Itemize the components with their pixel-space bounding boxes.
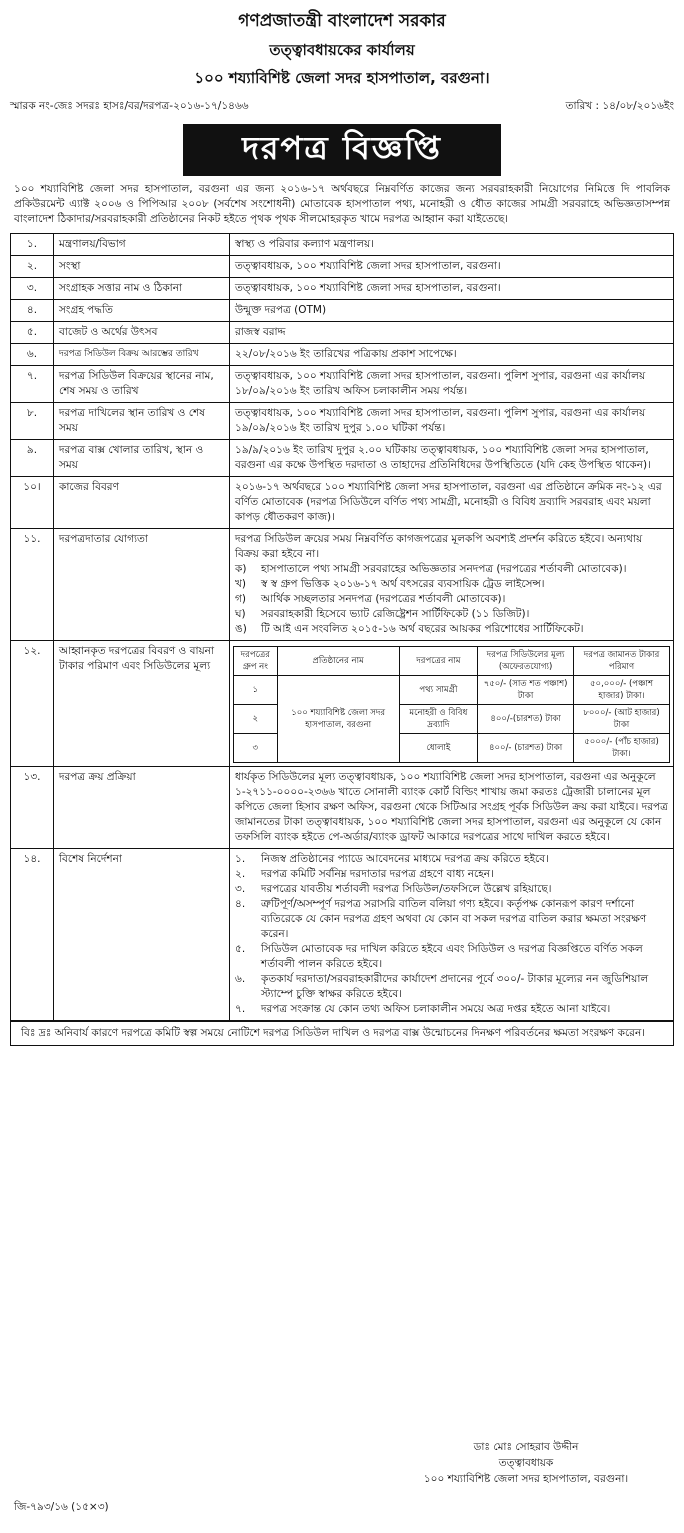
row-value: স্বাস্থ্য ও পরিবার কল্যাণ মন্ত্রণালয়। bbox=[230, 234, 674, 256]
row-label: দরপত্র দাখিলের স্থান তারিখ ও শেষ সময় bbox=[54, 403, 230, 440]
list-text: টি আই এন সংবলিত ২০১৫-১৬ অর্থ বছরের আয়কর পরিশোধের সার্টিফিকেট। bbox=[261, 623, 584, 635]
instruction-item bbox=[235, 1002, 668, 1017]
table-row bbox=[11, 767, 674, 849]
government-title: গণপ্রজাতন্ত্রী বাংলাদেশ সরকার bbox=[238, 11, 446, 31]
row-value bbox=[230, 641, 674, 767]
eligibility-item bbox=[235, 592, 668, 607]
row-number: ১৩. bbox=[11, 767, 54, 849]
row-number: ১৪. bbox=[11, 849, 54, 1021]
row-number: ৯. bbox=[11, 440, 54, 477]
group-price: ৭৫০/- (সাত শত পঞ্চাশ) টাকা bbox=[478, 676, 574, 705]
signature-block bbox=[396, 1439, 656, 1487]
row-number: ১২. bbox=[11, 641, 54, 767]
list-marker: ৪. bbox=[235, 898, 246, 910]
list-text: দরপত্র কমিটি সর্বনিম্ন দরদাতার দরপত্র গ্রহণে বাধ্য নহেন। bbox=[261, 868, 494, 880]
notice-date: তারিখ : ১৪/০৮/২০১৬ইং bbox=[565, 100, 674, 112]
signatory-title: তত্ত্বাবধায়ক bbox=[498, 1457, 554, 1469]
instruction-item bbox=[235, 942, 668, 972]
row-label: দরপত্র বাক্স খোলার তারিখ, স্থান ও সময় bbox=[54, 440, 230, 477]
group-no: ১ bbox=[234, 676, 278, 705]
row-label: মন্ত্রণালয়/বিভাগ bbox=[54, 234, 230, 256]
institution-name: ১০০ শয্যাবিশিষ্ট জেলা সদর হাসপাতাল, বরগুনা bbox=[277, 676, 399, 763]
eligibility-item bbox=[235, 562, 668, 577]
reference-line bbox=[6, 99, 678, 116]
table-row bbox=[11, 440, 674, 477]
table-row bbox=[11, 529, 674, 641]
list-text: নিজস্ব প্রতিষ্ঠানের প্যাডে আবেদনের মাধ্যমে দরপত্র ক্রয় করিতে হইবে। bbox=[261, 853, 549, 865]
list-text: ত্রুটিপূর্ণ/অসম্পূর্ণ দরপত্র সরাসরি বাতিল বলিয়া গণ্য হইবে। কর্তৃপক্ষ কোনরূপ কারণ দর্শানো ব্যতিরেকে যে কোন দরপত্র গ্রহণ অথবা যে কোন বা সকল দরপত্র বাতিল করার ক্ষমতা সংরক্ষণ করেন। bbox=[261, 898, 647, 940]
table-row bbox=[11, 344, 674, 366]
row-number: ১১. bbox=[11, 529, 54, 641]
list-text: সিডিউল মোতাবেক দর দাখিল করিতে হইবে এবং সিডিউল ও দরপত্র বিজ্ঞপ্তিতে বর্ণিত সকল শর্তাবলী পালন করিতে হইবে। bbox=[261, 943, 643, 970]
row-label: দরপত্র সিডিউল বিক্রয়ের স্থানের নাম, শেষ সময় ও তারিখ bbox=[54, 366, 230, 403]
eligibility-item bbox=[235, 607, 668, 622]
eligibility-list bbox=[235, 562, 668, 637]
list-marker: ঘ) bbox=[235, 608, 246, 620]
table-row bbox=[11, 256, 674, 278]
row-number: ৩. bbox=[11, 278, 54, 300]
row-number: ৮. bbox=[11, 403, 54, 440]
row-value: ২২/০৮/২০১৬ ইং তারিখের পত্রিকায় প্রকাশ সাপেক্ষে। bbox=[230, 344, 674, 366]
header-group-no: দরপত্রের গ্রুপ নং bbox=[234, 647, 278, 676]
instruction-item bbox=[235, 852, 668, 867]
signatory-office: ১০০ শয্যাবিশিষ্ট জেলা সদর হাসপাতাল, বরগুনা। bbox=[423, 1473, 629, 1485]
row-label: বিশেষ নির্দেশনা bbox=[54, 849, 230, 1021]
group-deposit: ৫০,০০০/- (পঞ্চাশ হাজার) টাকা। bbox=[574, 676, 670, 705]
row-value: তত্ত্বাবধায়ক, ১০০ শয্যাবিশিষ্ট জেলা সদর হাসপাতাল, বরগুনা। পুলিশ সুপার, বরগুনা এর কার্যালয় ১৮/০৯/২০১৬ ইং তারিখ অফিস চলাকালীন সময় পর্যন্ত। bbox=[230, 366, 674, 403]
row-value bbox=[230, 529, 674, 641]
table-row bbox=[11, 300, 674, 322]
row-number: ১. bbox=[11, 234, 54, 256]
table-row bbox=[11, 322, 674, 344]
table-row bbox=[11, 234, 674, 256]
hospital-title: ১০০ শয্যাবিশিষ্ট জেলা সদর হাসপাতাল, বরগুনা। bbox=[194, 69, 490, 87]
row-label: দরপত্রদাতার যোগ্যতা bbox=[54, 529, 230, 641]
instruction-item bbox=[235, 867, 668, 882]
list-text: দরপত্রের যাবতীয় শর্তাবলী দরপত্র সিডিউল/তফসিলে উল্লেখ রহিয়াছে। bbox=[261, 883, 552, 895]
row-value: রাজস্ব বরাদ্দ bbox=[230, 322, 674, 344]
group-no: ৩ bbox=[234, 734, 278, 763]
row-value: তত্ত্বাবধায়ক, ১০০ শয্যাবিশিষ্ট জেলা সদর হাসপাতাল, বরগুনা। পুলিশ সুপার, বরগুনা এর কার্যালয় ১৯/০৯/২০১৬ ইং তারিখ দুপুর ১.০০ ঘটিকা পর্যন্ত। bbox=[230, 403, 674, 440]
table-row bbox=[11, 278, 674, 300]
row-value: ১৯/৯/২০১৬ ইং তারিখ দুপুর ২.০০ ঘটিকায় তত্ত্বাবধায়ক, ১০০ শয্যাবিশিষ্ট জেলা সদর হাসপাতাল, বরগুনা এর কক্ষে উপস্থিত দরদাতা ও তাহাদের প্রতিনিধিদের উপস্থিতিতে (যদি কেহ উপস্থিত থাকেন)। bbox=[230, 440, 674, 477]
row-label: দরপত্র সিডিউল বিক্রয় আরম্ভের তারিখ bbox=[54, 344, 230, 366]
group-table-header bbox=[234, 647, 670, 676]
row-number: ২. bbox=[11, 256, 54, 278]
list-text: স্ব স্ব গ্রুপ ভিত্তিক ২০১৬-১৭ অর্থ বৎসরের ব্যবসায়িক ট্রেড লাইসেন্স। bbox=[261, 578, 545, 590]
row-label: কাজের বিবরণ bbox=[54, 477, 230, 529]
office-title: তত্ত্বাবধায়কের কার্যালয় bbox=[269, 41, 415, 59]
list-marker: ১. bbox=[235, 853, 246, 865]
table-row bbox=[11, 366, 674, 403]
list-text: হাসপাতালে পথ্য সামগ্রী সরবরাহের অভিজ্ঞতার সনদপত্র (দরপত্রের শর্তাবলী মোতাবেক)। bbox=[261, 563, 627, 575]
tender-details-body bbox=[11, 234, 674, 529]
group-price: ৪০০/- (চারশত) টাকা bbox=[478, 734, 574, 763]
instruction-item bbox=[235, 897, 668, 942]
list-text: কৃতকার্য দরদাতা/সরবরাহকারীদের কার্যাদেশ প্রদানের পূর্বে ৩০০/- টাকার মূল্যের নন জুডিশিয়াল স্ট্যাম্পে চুক্তি স্বাক্ষর করিতে হইবে। bbox=[261, 973, 649, 1000]
list-text: আর্থিক সচ্ছলতার সনদপত্র (দরপত্রের শর্তাবলী মোতাবেক)। bbox=[261, 593, 506, 605]
list-text: সরবরাহকারী হিসেবে ভ্যাট রেজিষ্ট্রেশন সার্টিফিকেট (১১ ডিজিট)। bbox=[261, 608, 530, 620]
row-number: ৪. bbox=[11, 300, 54, 322]
list-marker: ৭. bbox=[235, 1003, 246, 1015]
row-value: ২০১৬-১৭ অর্থবছরে ১০০ শয্যাবিশিষ্ট জেলা সদর হাসপাতাল, বরগুনা এর প্রতিষ্ঠানে ক্রমিক নং-১২ এর বর্ণিত মোতাবেক (দরপত্র সিডিউলে বর্ণিত পথ্য সামগ্রী, মনোহরী ও বিবিধ দ্রব্যাদি সরবরাহ এবং ময়লা কাপড় ধৌতকরণ কাজ)। bbox=[230, 477, 674, 529]
instruction-item bbox=[235, 972, 668, 1002]
group-name: ধোলাই bbox=[399, 734, 477, 763]
header-tender-name: দরপত্রের নাম bbox=[399, 647, 477, 676]
signatory-name: ডাঃ মোঃ সোহরাব উদ্দীন bbox=[473, 1441, 579, 1453]
row-label: বাজেট ও অর্থের উৎসব bbox=[54, 322, 230, 344]
group-price: ৪০০/-(চারশত) টাকা bbox=[478, 705, 574, 734]
list-text: দরপত্র সংক্রান্ত যে কোন তথ্য অফিস চলাকালীন সময়ে অত্র দপ্তর হইতে আনা যাইবে। bbox=[261, 1003, 611, 1015]
row-label: দরপত্র ক্রয় প্রক্রিয়া bbox=[54, 767, 230, 849]
row-number: ৬. bbox=[11, 344, 54, 366]
group-name: মনোহরী ও বিবিধ দ্রব্যাদি bbox=[399, 705, 477, 734]
row-label: সংস্থা bbox=[54, 256, 230, 278]
table-row bbox=[11, 403, 674, 440]
group-name: পথ্য সামগ্রী bbox=[399, 676, 477, 705]
tender-details-table bbox=[10, 233, 674, 1021]
header-schedule-price: দরপত্র সিডিউলের মূল্য (অফেরতযোগ্য) bbox=[478, 647, 574, 676]
row-value bbox=[230, 849, 674, 1021]
publication-code: জি-৭৯৩/১৬ (১৫×৩) bbox=[14, 1501, 109, 1513]
list-marker: ২. bbox=[235, 868, 246, 880]
list-marker: খ) bbox=[235, 578, 246, 590]
row-number: ১০। bbox=[11, 477, 54, 529]
table-row bbox=[11, 641, 674, 767]
intro-paragraph: ১০০ শয্যাবিশিষ্ট জেলা সদর হাসপাতাল, বরগুনা এর জন্য ২০১৬-১৭ অর্থবছরে নিম্নবর্ণিত কাজের জন্য সরবরাহকারী নিয়োগের নিমিত্তে দি পাবলিক প্রকিউরমেন্ট এ্যাক্ট ২০০৬ ও পিপিআর ২০০৮ (সর্বশেষ সংশোধনী) মোতাবেক হাসপাতাল পথ্য, মনোহরী ও ধৌত কাজের সামগ্রী সরবরাহে অভিজ্ঞতাসম্পন্ন বাংলাদেশ ঠিকাদার/সরবরাহকারী প্রতিষ্ঠানের নিকট হইতে পৃথক পৃথক সীলমোহরকৃত খামে দরপত্র আহ্বান করা যাইতেছে। bbox=[14, 183, 670, 225]
list-marker: ৫. bbox=[235, 943, 246, 955]
table-row bbox=[11, 849, 674, 1021]
group-no: ২ bbox=[234, 705, 278, 734]
group-table bbox=[233, 646, 670, 763]
list-marker: ৩. bbox=[235, 883, 246, 895]
eligibility-item bbox=[235, 622, 668, 637]
eligibility-item bbox=[235, 577, 668, 592]
row-value: ধার্যকৃত সিডিউলের মূল্য তত্ত্বাবধায়ক, ১০০ শয্যাবিশিষ্ট জেলা সদর হাসপাতাল, বরগুনা এর অনুকূলে ১-২৭১১-০০০০-২৩৬৬ খাতে সোনালী ব্যাংক কোর্ট বিল্ডিং শাখায় জমা করতঃ ট্রেজারী চালানের মূল কপিতে জেলা হিসাব রক্ষণ অফিস, বরগুনা থেকে সিটিআর সংগ্রহ পূর্বক সিডিউল ক্রয় করা যাইবে। দরপত্র জামানতের টাকা তত্ত্বাবধায়ক, ১০০ শয্যাবিশিষ্ট জেলা সদর হাসপাতাল, বরগুনা এর অনুকূলে যে কোন তফসিলি ব্যাংক হইতে পে-অর্ডার/ব্যাংক ড্রাফট আকারে দরপত্রের সাথে দাখিল করতে হইবে। bbox=[230, 767, 674, 849]
list-marker: ক) bbox=[235, 563, 247, 575]
list-marker: গ) bbox=[235, 593, 246, 605]
list-marker: ৬. bbox=[235, 973, 246, 985]
instruction-item bbox=[235, 882, 668, 897]
group-row bbox=[234, 676, 670, 705]
group-deposit: ৫০০০/- (পাঁচ হাজার) টাকা। bbox=[574, 734, 670, 763]
row-value: তত্ত্বাবধায়ক, ১০০ শয্যাবিশিষ্ট জেলা সদর হাসপাতাল, বরগুনা। bbox=[230, 256, 674, 278]
group-deposit: ৮০০০/- (আট হাজার) টাকা bbox=[574, 705, 670, 734]
notice-banner: দরপত্র বিজ্ঞপ্তি bbox=[183, 124, 501, 176]
memo-number: স্মারক নং-জেঃ সদরঃ হাসঃ/বর/দরপত্র-২০১৬-১৭/১৪৬৬ bbox=[10, 100, 249, 112]
list-marker: ঙ) bbox=[235, 623, 247, 635]
footnote: বিঃ দ্রঃ অনিবার্য কারণে দরপত্রে কমিটি স্বল্প সময়ে নোটিশে দরপত্র সিডিউল দাখিল ও দরপত্র বাক্স উন্মোচনের দিনক্ষণ পরিবর্তনের ক্ষমতা সংরক্ষণ করেন। bbox=[10, 1021, 674, 1046]
instruction-list bbox=[235, 852, 668, 1017]
row-label: সংগ্রাহক সত্তার নাম ও ঠিকানা bbox=[54, 278, 230, 300]
eligibility-lead: দরপত্র সিডিউল ক্রয়ের সময় নিম্নবর্ণিত কাগজপত্রের মূলকপি অবশ্যই প্রদর্শন করিতে হইবে। অন্যথায় বিক্রয় করা হইবে না। bbox=[235, 533, 643, 560]
tender-details-body-extra bbox=[11, 529, 674, 1021]
header-institution: প্রতিষ্ঠানের নাম bbox=[277, 647, 399, 676]
row-number: ৭. bbox=[11, 366, 54, 403]
row-value: উন্মুক্ত দরপত্র (OTM) bbox=[230, 300, 674, 322]
row-value: তত্ত্বাবধায়ক, ১০০ শয্যাবিশিষ্ট জেলা সদর হাসপাতাল, বরগুনা। bbox=[230, 278, 674, 300]
row-label: সংগ্রহ পদ্ধতি bbox=[54, 300, 230, 322]
header-deposit: দরপত্র জামানত টাকার পরিমাণ bbox=[574, 647, 670, 676]
table-row bbox=[11, 477, 674, 529]
row-number: ৫. bbox=[11, 322, 54, 344]
row-label: আহ্বানকৃত দরপত্রের বিবরণ ও বায়না টাকার পরিমাণ এবং সিডিউলের মূল্য bbox=[54, 641, 230, 767]
